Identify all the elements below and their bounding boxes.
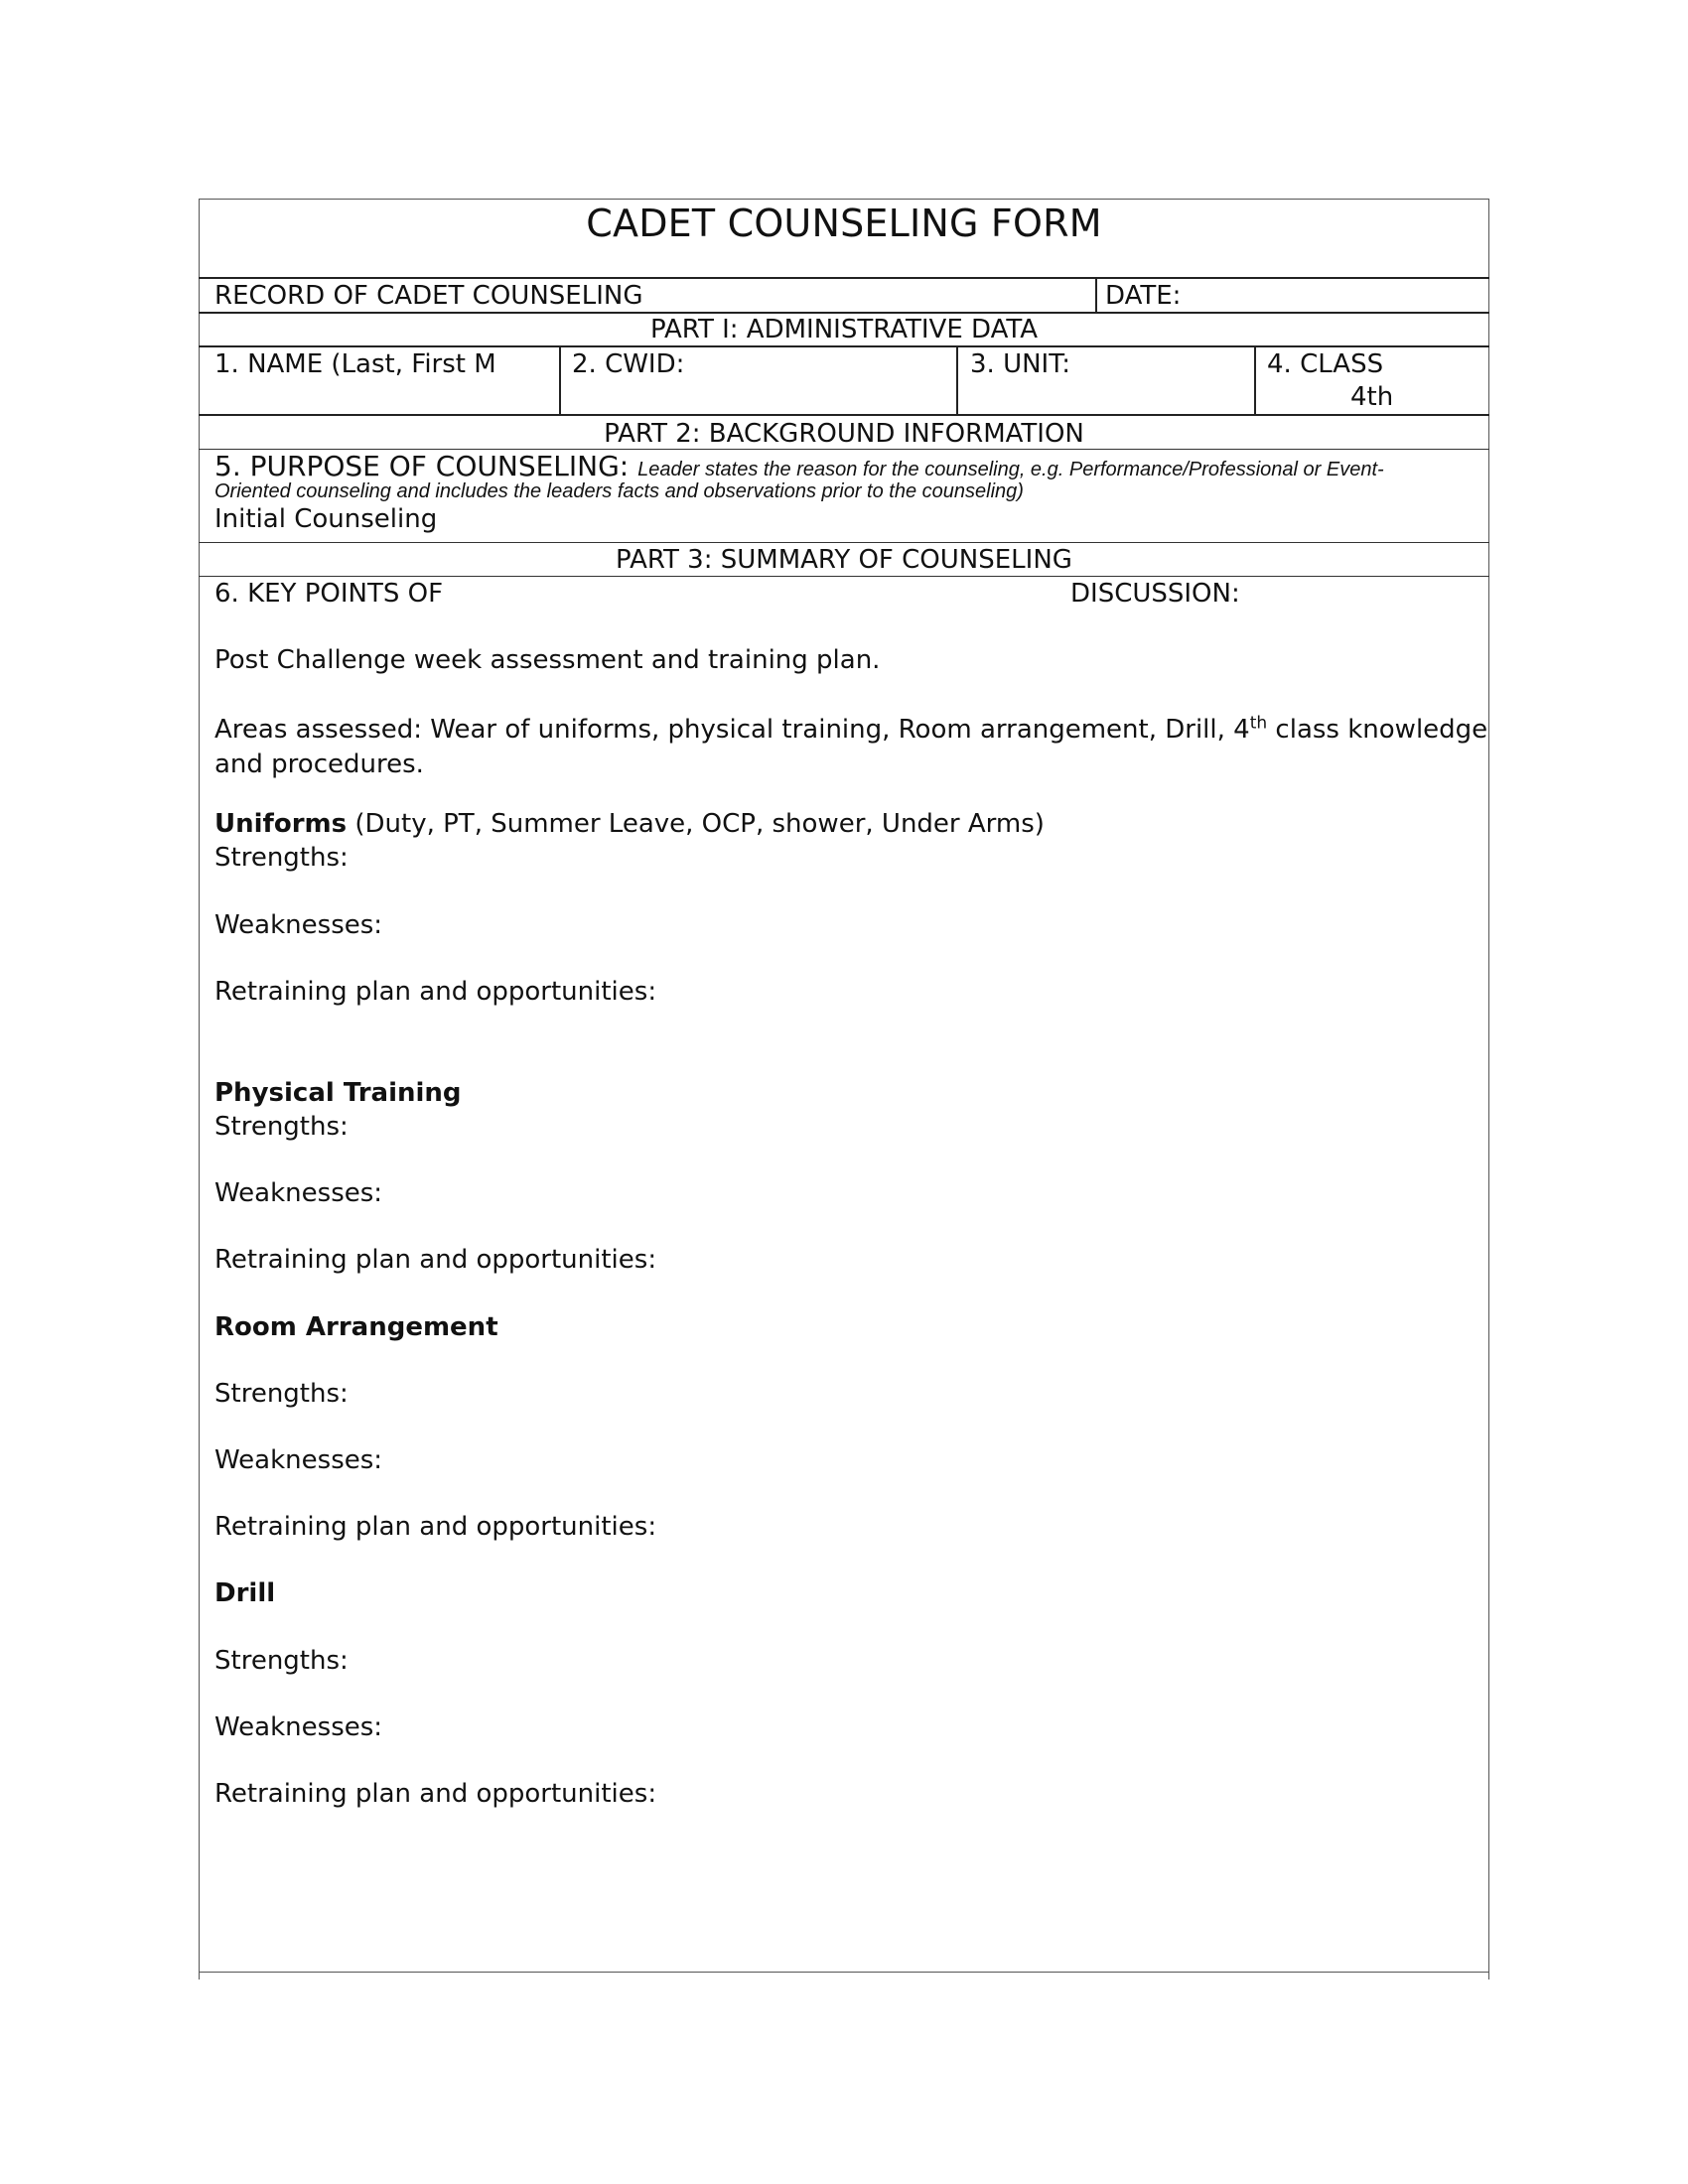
key-points-label: 6. KEY POINTS OF — [214, 579, 444, 609]
physical-training-weaknesses: Weaknesses: — [214, 1178, 383, 1208]
room-arrangement-weaknesses: Weaknesses: — [214, 1445, 383, 1475]
areas-prefix: Areas assessed: Wear of uniforms, physical training, Room arrangement, Drill, 4 — [214, 715, 1250, 745]
areas-superscript: th — [1249, 713, 1268, 734]
purpose-value[interactable]: Initial Counseling — [214, 504, 438, 534]
drill-weaknesses: Weaknesses: — [214, 1712, 383, 1742]
uniforms-retraining: Retraining plan and opportunities: — [214, 977, 657, 1007]
drill-retraining: Retraining plan and opportunities: — [214, 1779, 657, 1809]
uniforms-heading-line — [214, 807, 1045, 841]
form-title: CADET COUNSELING FORM — [586, 202, 1102, 245]
areas-assessed-line1 — [214, 713, 1487, 747]
uniforms-weaknesses: Weaknesses: — [214, 910, 383, 940]
divider-unit-class — [1254, 345, 1256, 415]
form-bottom-border — [199, 1972, 1489, 1973]
rule-below-purpose — [199, 542, 1489, 543]
room-arrangement-retraining: Retraining plan and opportunities: — [214, 1512, 657, 1542]
part2-heading: PART 2: BACKGROUND INFORMATION — [604, 419, 1084, 449]
name-field[interactable]: 1. NAME (Last, First M — [214, 349, 496, 379]
purpose-hint-line2: Oriented counseling and includes the leaders facts and observations prior to the counseling) — [214, 480, 1024, 502]
form-border-tail-right — [1488, 1972, 1489, 1979]
divider-record-date — [1095, 277, 1097, 313]
physical-training-heading: Physical Training — [214, 1078, 462, 1108]
part3-heading: PART 3: SUMMARY OF COUNSELING — [616, 545, 1072, 575]
rule-below-part3 — [199, 576, 1489, 577]
rule-below-part1 — [199, 345, 1489, 347]
cwid-field[interactable]: 2. CWID: — [572, 349, 685, 379]
drill-strengths: Strengths: — [214, 1646, 349, 1676]
areas-suffix: class knowledge — [1267, 715, 1488, 745]
class-value: 4th — [1350, 382, 1394, 412]
divider-cwid-unit — [956, 345, 958, 415]
intro-text: Post Challenge week assessment and training plan. — [214, 645, 881, 675]
form-border-tail-left — [199, 1972, 200, 1979]
date-field[interactable]: DATE: — [1105, 281, 1182, 311]
areas-assessed-line2: and procedures. — [214, 750, 424, 779]
divider-name-cwid — [559, 345, 561, 415]
part1-heading: PART I: ADMINISTRATIVE DATA — [649, 315, 1038, 344]
unit-field[interactable]: 3. UNIT: — [970, 349, 1071, 379]
physical-training-retraining: Retraining plan and opportunities: — [214, 1245, 657, 1275]
record-label: RECORD OF CADET COUNSELING — [214, 281, 643, 311]
uniforms-detail: (Duty, PT, Summer Leave, OCP, shower, Under Arms) — [347, 809, 1045, 839]
drill-heading: Drill — [214, 1578, 276, 1608]
room-arrangement-heading: Room Arrangement — [214, 1312, 498, 1342]
discussion-label: DISCUSSION: — [1070, 579, 1240, 609]
uniforms-heading: Uniforms — [214, 809, 348, 839]
purpose-hint-line1: Leader states the reason for the counseling, e.g. Performance/Professional or Event- — [637, 459, 1384, 480]
rule-below-title — [199, 277, 1489, 279]
uniforms-strengths: Strengths: — [214, 843, 349, 873]
rule-below-admin-fields — [199, 414, 1489, 416]
room-arrangement-strengths: Strengths: — [214, 1379, 349, 1409]
class-field[interactable]: 4. CLASS — [1267, 349, 1384, 379]
physical-training-strengths: Strengths: — [214, 1112, 349, 1142]
purpose-label: 5. PURPOSE OF COUNSELING: — [214, 450, 630, 482]
